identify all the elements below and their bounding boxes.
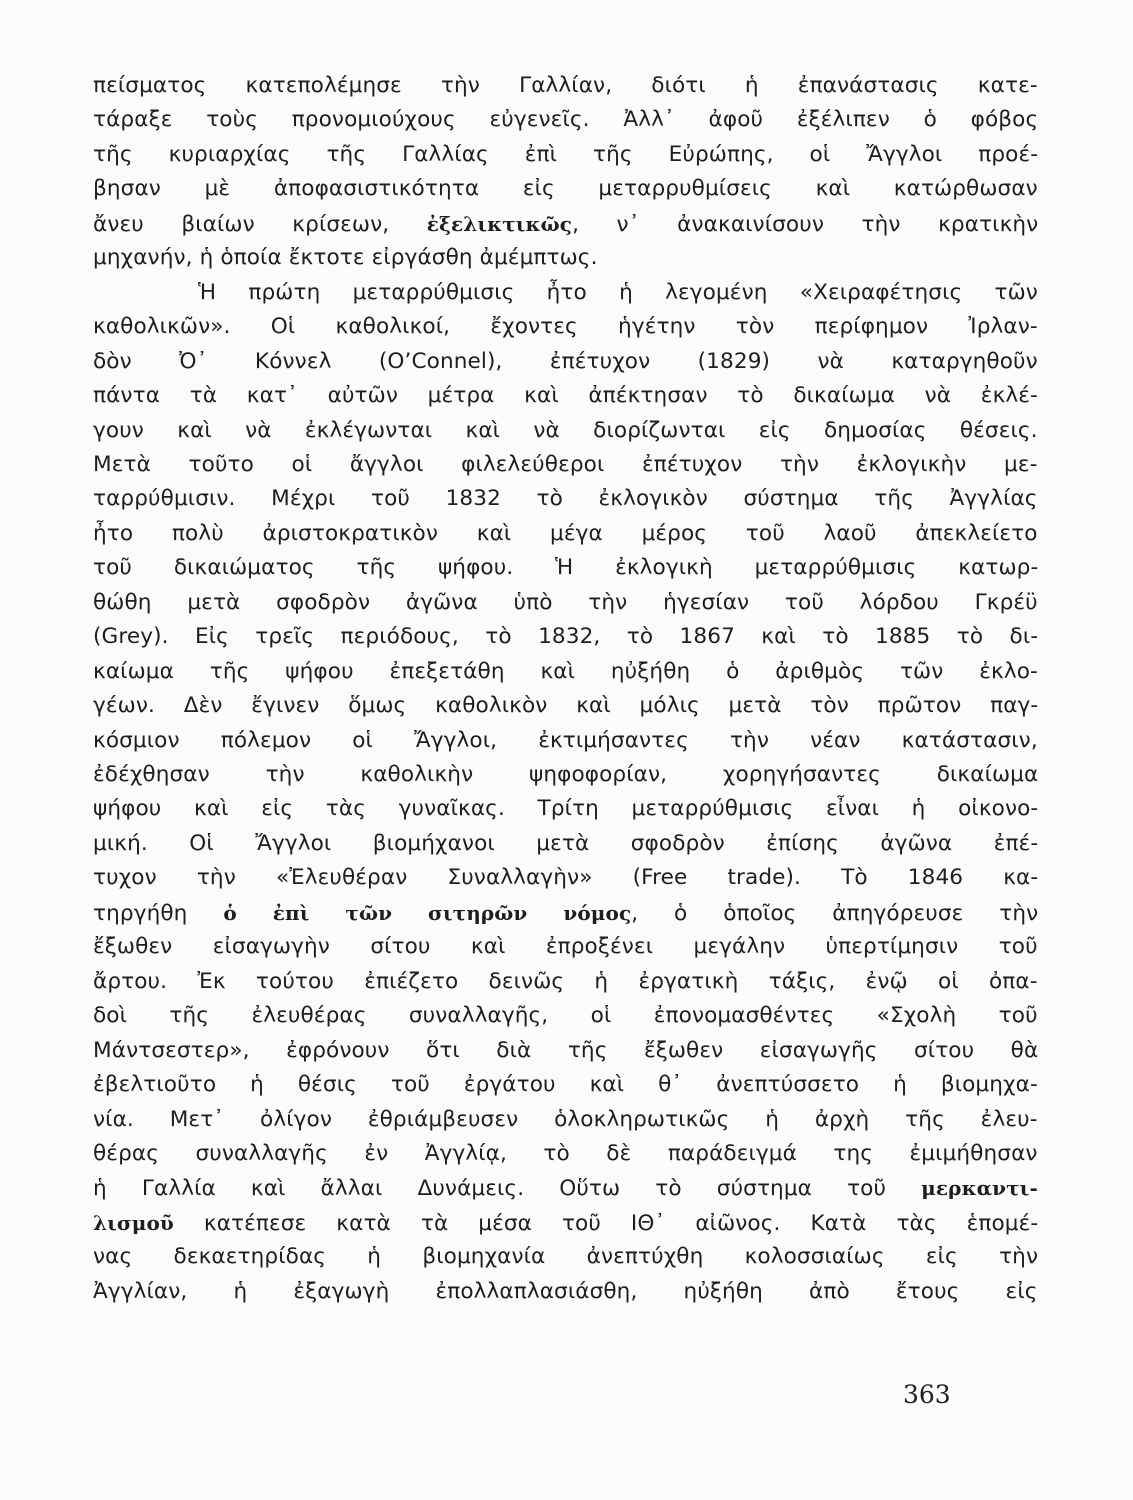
line-text: Μετὰ τοῦτο οἱ ἄγγλοι φιλελεύθεροι ἐπέτυχον τὴν ἐκλογικὴν με- (93, 451, 1038, 477)
line-text: ψήφου καὶ εἰς τὰς γυναῖκας. Τρίτη μεταρρύθμισις εἶναι ἡ οἰκονο- (93, 796, 1039, 822)
line-text: πείσματος κατεπολέμησε τὴν Γαλλίαν, διότι ἡ ἐπανάστασις κατε- (93, 73, 1038, 98)
bold-term: λισμοῦ (93, 1210, 174, 1235)
line-text: δὸν Ὀ᾽ Κόννελ (O’Connel), ἐπέτυχον (1829) νὰ καταργηθοῦν (93, 348, 1038, 374)
line-text: ἐβελτιοῦτο ἡ θέσις τοῦ ἐργάτου καὶ θ᾽ ἀνεπτύσσετο ἡ βιομηχα- (93, 1072, 1038, 1098)
bold-term: μερκαντι- (921, 1176, 1038, 1201)
line-text-continued: κατέπεσε κατὰ τὰ μέσα τοῦ ΙΘ᾽ αἰῶνος. Κατὰ τὰς ἑπομέ- (173, 1210, 1039, 1236)
line-text: γέων. Δὲν ἔγινεν ὅμως καθολικὸν καὶ μόλις μετὰ τὸν πρῶτον παγ- (93, 693, 1039, 719)
line-text: γουν καὶ νὰ ἐκλέγωνται καὶ νὰ διορίζωνται εἰς δημοσίας θέσεις. (93, 417, 1038, 443)
line-text: τηργήθη (93, 900, 224, 926)
line-text: θέρας συναλλαγῆς ἐν Ἀγγλίᾳ, τὸ δὲ παράδειγμά της ἐμιμήθησαν (93, 1140, 1038, 1166)
line-text: βησαν μὲ ἀποφασιστικότητα εἰς μεταρρυθμίσεις καὶ κατώρθωσαν (93, 176, 1038, 202)
line-text: ἡ Γαλλία καὶ ἄλλαι Δυνάμεις. Οὕτω τὸ σύστημα τοῦ (93, 1176, 922, 1202)
line-text: τῆς κυριαρχίας τῆς Γαλλίας ἐπὶ τῆς Εὐρώπης, οἱ Ἄγγλοι προέ- (93, 141, 1039, 167)
line-text: ἐδέχθησαν τὴν καθολικὴν ψηφοφορίαν, χορηγήσαντες δικαίωμα (93, 762, 1039, 787)
line-text: καίωμα τῆς ψήφου ἐπεξετάθη καὶ ηὐξήθη ὁ ἀριθμὸς τῶν ἐκλο- (93, 658, 1038, 684)
line-text: Ἀγγλίαν, ἡ ἐξαγωγὴ ἐπολλαπλασιάσθη, ηὐξήθη ἀπὸ ἔτους εἰς (93, 1278, 1038, 1304)
text-line (93, 1272, 1038, 1312)
line-text: καθολικῶν». Οἱ καθολικοί, ἔχοντες ἡγέτην τὸν περίφημον Ἰρλαν- (93, 314, 1038, 340)
line-text: ἄρτου. Ἐκ τούτου ἐπιέζετο δεινῶς ἡ ἐργατικὴ τάξις, ἐνῷ οἱ ὀπα- (93, 968, 1038, 994)
bold-term: ὁ ἐπὶ τῶν σιτηρῶν νόμος (223, 900, 632, 925)
line-text: ἦτο πολὺ ἀριστοκρατικὸν καὶ μέγα μέρος τοῦ λαοῦ ἀπεκλείετο (93, 520, 1038, 546)
line-text: δοὶ τῆς ἐλευθέρας συναλλαγῆς, οἱ ἐπονομασθέντες «Σχολὴ τοῦ (93, 1003, 1038, 1029)
line-text: κόσμιον πόλεμον οἱ Ἄγγλοι, ἐκτιμήσαντες τὴν νέαν κατάστασιν, (93, 727, 1038, 753)
line-text: τοῦ δικαιώματος τῆς ψήφου. Ἡ ἐκλογικὴ μεταρρύθμισις κατωρ- (93, 555, 1039, 581)
line-text: νία. Μετ᾽ ὀλίγον ἐθριάμβευσεν ὁλοκληρωτικῶς ἡ ἀρχὴ τῆς ἐλευ- (93, 1106, 1038, 1132)
line-text: τάραξε τοὺς προνομιούχους εὐγενεῖς. Ἀλλ᾽ ἀφοῦ ἐξέλιπεν ὁ φόβος (93, 107, 1039, 133)
line-text: μική. Οἱ Ἄγγλοι βιομήχανοι μετὰ σφοδρὸν ἐπίσης ἀγῶνα ἐπέ- (93, 830, 1039, 856)
line-text: Ἡ πρώτη μεταρρύθμισις ἦτο ἡ λεγομένη «Χειραφέτησις τῶν (198, 279, 1038, 305)
line-text: νας δεκαετηρίδας ἡ βιομηχανία ἀνεπτύχθη κολοσσιαίως εἰς τὴν (93, 1244, 1039, 1270)
bold-term: ἐξελικτικῶς (426, 211, 573, 236)
line-text: τυχον τὴν «Ἐλευθέραν Συναλλαγὴν» (Free trade). Τὸ 1846 κα- (93, 865, 1039, 891)
line-text-continued: , ν᾽ ἀνακαινίσουν τὴν κρατικὴν (572, 211, 1039, 237)
line-text: ταρρύθμισιν. Μέχρι τοῦ 1832 τὸ ἐκλογικὸν σύστημα τῆς Ἀγγλίας (93, 486, 1038, 512)
line-text: πάντα τὰ κατ᾽ αὐτῶν μέτρα καὶ ἀπέκτησαν τὸ δικαίωμα νὰ ἐκλέ- (93, 383, 1038, 409)
line-text-continued: , ὁ ὁποῖος ἀπηγόρευσε τὴν (631, 900, 1039, 926)
line-text: ἔξωθεν εἰσαγωγὴν σίτου καὶ ἐπροξένει μεγάλην ὑπερτίμησιν τοῦ (93, 934, 1038, 960)
line-text: θώθη μετὰ σφοδρὸν ἀγῶνα ὑπὸ τὴν ἡγεσίαν τοῦ λόρδου Γκρέϋ (93, 589, 1038, 615)
line-text: (Grey). Εἰς τρεῖς περιόδους, τὸ 1832, τὸ 1867 καὶ τὸ 1885 τὸ δι- (93, 624, 1039, 650)
line-text: μηχανήν, ἡ ὁποία ἔκτοτε εἰργάσθη ἀμέμπτως. (93, 245, 598, 271)
line-text: Μάντσεστερ», ἐφρόνουν ὅτι διὰ τῆς ἔξωθεν εἰσαγωγῆς σίτου θὰ (93, 1037, 1039, 1063)
page-number: 363 (903, 1380, 951, 1409)
line-text: ἄνευ βιαίων κρίσεων, (93, 211, 427, 237)
